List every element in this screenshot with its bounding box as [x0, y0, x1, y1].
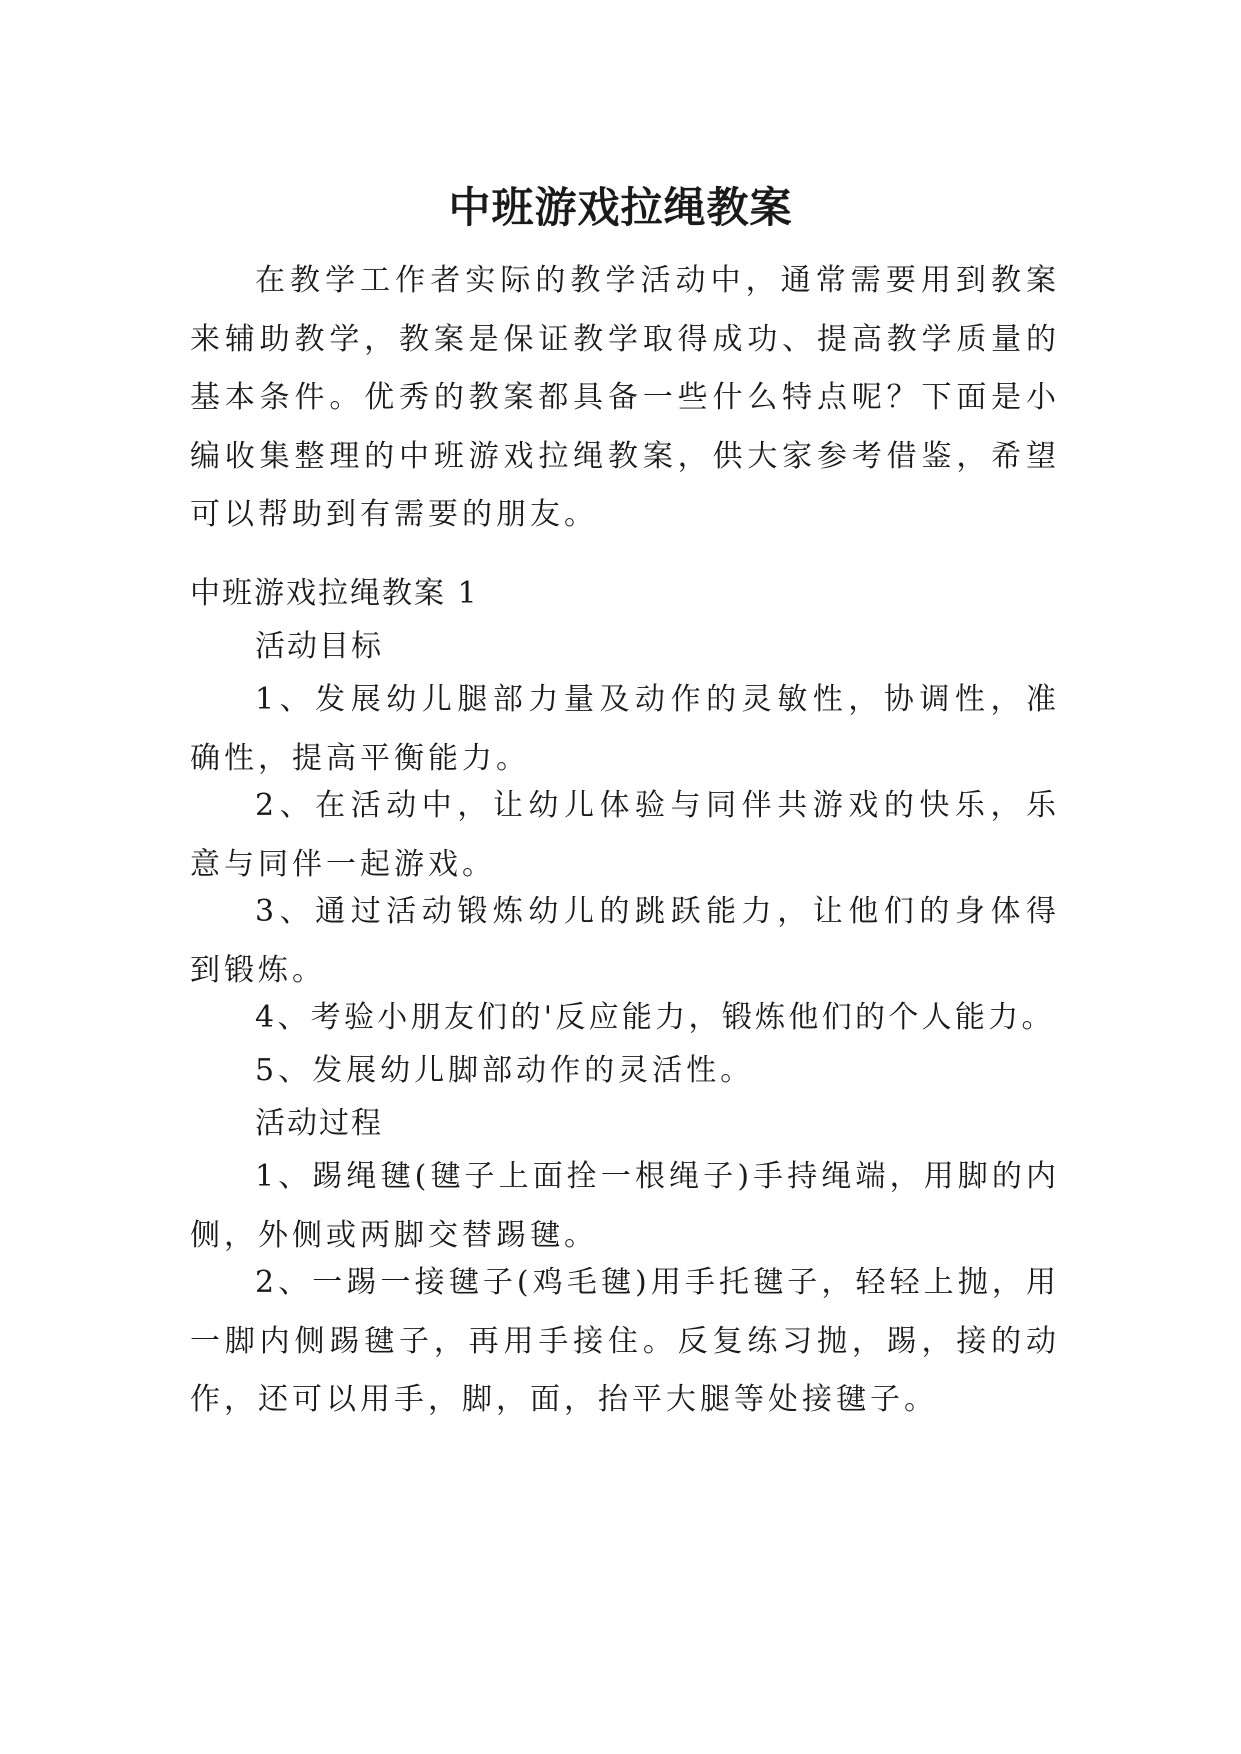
goal-item: 3、通过活动锻炼幼儿的跳跃能力，让他们的身体得到锻炼。 [190, 894, 1060, 988]
intro-paragraph: 在教学工作者实际的教学活动中，通常需要用到教案来辅助教学，教案是保证教学取得成功、提高教学质量的基本条件。优秀的教案都具备一些什么特点呢？下面是小编收集整理的中班游戏拉绳教案，供大家参考借鉴，希望可以帮助到有需要的朋友。 [190, 263, 1060, 533]
goal-item: 5、发展幼儿脚部动作的灵活性。 [255, 1053, 755, 1088]
section-heading: 中班游戏拉绳教案 1 [190, 576, 479, 611]
process-heading: 活动过程 [255, 1106, 383, 1141]
process-item: 2、一踢一接毽子(鸡毛毽)用手托毽子，轻轻上抛，用一脚内侧踢毽子，再用手接住。反复练习抛，踢，接的动作，还可以用手，脚，面，抬平大腿等处接毽子。 [190, 1265, 1060, 1418]
goal-item: 4、考验小朋友们的'反应能力，锻炼他们的个人能力。 [255, 1000, 1055, 1035]
document-title: 中班游戏拉绳教案 [448, 183, 793, 233]
goal-item: 1、发展幼儿腿部力量及动作的灵敏性，协调性，准确性，提高平衡能力。 [190, 682, 1060, 776]
goal-item: 2、在活动中，让幼儿体验与同伴共游戏的快乐，乐意与同伴一起游戏。 [190, 788, 1060, 882]
goals-heading: 活动目标 [255, 629, 383, 664]
process-item: 1、踢绳毽(毽子上面拴一根绳子)手持绳端，用脚的内侧，外侧或两脚交替踢毽。 [190, 1159, 1060, 1253]
